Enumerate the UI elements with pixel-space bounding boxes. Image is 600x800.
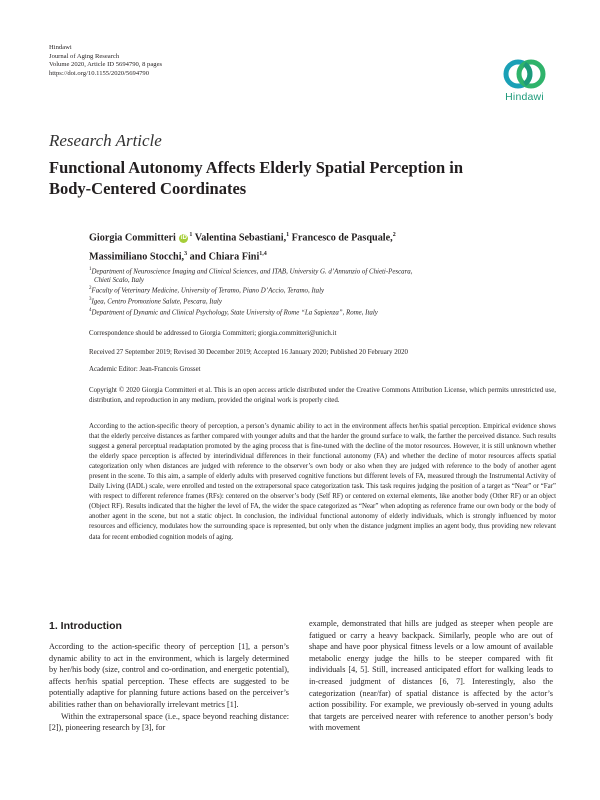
copyright-notice: Copyright © 2020 Giorgia Committeri et al. This is an open access article distributed under the Creative Commons Attribution License, which permits unrestricted use, distribution, and reproduction in any medium, provided the original work is properly cited. (89, 387, 556, 404)
affiliation-sup: 3 (89, 296, 92, 302)
paper-title (49, 157, 569, 199)
affiliation (89, 307, 559, 318)
author-name[interactable]: Massimiliano Stocchi, (89, 251, 185, 263)
title-line-2: Body-Centered Coordinates (49, 179, 247, 198)
author-name[interactable]: and Chiara Fini (189, 251, 260, 263)
volume-line: Volume 2020, Article ID 5694790, 8 pages (49, 61, 163, 69)
affiliation-text: Chieti Scalo, Italy (94, 276, 144, 284)
affiliation-sup: 4 (89, 307, 92, 313)
author-name[interactable]: Francesco de Pasquale, (291, 232, 393, 244)
author-affil-sup: 1 (286, 232, 290, 238)
academic-editor: Academic Editor: Jean-Francois Grosset (89, 366, 201, 373)
paragraph: Within the extrapersonal space (i.e., space beyond reaching distance: [2]), pioneering research by [3], for (49, 711, 289, 733)
body-column-left (49, 641, 289, 734)
paragraph: According to the action-specific theory of perception [1], a person’s dynamic ability to act in the environment, which is largely determined by her/his body (size, control and co-ordination, and energetic potential), affects her/his spatial perception. These effects are suggested to be potentially adaptive for planning future actions based on the perceiver’s abilities rather than on behaviorally irrelevant metrics [1]. (49, 642, 289, 709)
affiliation-text: Department of Dynamic and Clinical Psychology, State University of Rome “La Sapienza”, Rome, Italy (91, 308, 378, 316)
affiliations (89, 266, 559, 317)
affiliation-text: Faculty of Veterinary Medicine, University of Teramo, Piano D’Accio, Teramo, Italy (91, 287, 325, 295)
logo-wordmark: Hindawi (505, 91, 544, 103)
abstract: According to the action-specific theory of perception, a person’s dynamic ability to act in the environment affects her/his spatial perception. Empirical evidence shows that the elderly perceive distances as farther compared with younger adults and that the harder the ground surface to walk, the farther the perceived distance. Such results suggest a general perceptual readaptation promoted by the aging process that is fine-tuned with the decline of the motor resources. However, it is still unknown whether the elderly space perception is affected by interindividual differences in their functional autonomy (FA) and whether the decline of motor resources affects spatial categorization only when distances are judged with reference to the observer’s own body or also when they are judged with reference to the body of another agent present in the scene. To this aim, a sample of elderly adults with preserved cognitive functions but different levels of FA, measured through the Instrumental Activity of Daily Living (IADL) scale, were enrolled and tested on the extrapersonal space categorization task. This task requires judging the position of a target as “Near” or “Far” with respect to different reference frames (RFs): centered on the observer’s body (Self RF) or centered on external elements, like another body (Other RF) or an object (Object RF). Results indicated that the higher the level of FA, the wider the space categorized as “Near” when adopting as reference frame our own body or the body of another agent in the scene, but not a static object. In conclusion, the individual functional autonomy of elderly individuals, which is strongly influenced by motor resources and efficiency, modulates how the surrounding space is represented, but only when the distance judgment implies an agent body, thus providing new relevant data for recent embodied cognition models of aging. (89, 423, 556, 541)
paragraph: example, demonstrated that hills are judged as steeper when people are fatigued or carry a heavy backpack. Similarly, people who are out of shape and have poor physical fitness levels or a low amount of available metabolic energy judge the hills to be steeper compared with fit individuals [4, 5]. Still, increased anticipated effort for walking leads to in-creased judgment of distances [6, 7]. Interestingly, also the categorization (near/far) of spatial distance is affected by the actor’s action possibility. For example, we previously ob-served in young adults that targets are perceived nearer with reference to another person’s body with movement (309, 619, 553, 733)
affiliation-text: Igea, Centro Promozione Salute, Pescara, Italy (91, 298, 222, 306)
article-type: Research Article (49, 131, 162, 150)
title-line-1: Functional Autonomy Affects Elderly Spatial Perception in (49, 158, 464, 177)
affiliation (89, 277, 559, 285)
affiliation-sup: 1 (89, 267, 92, 272)
author-name[interactable]: Valentina Sebastiani, (194, 232, 287, 244)
journal-meta (49, 44, 162, 78)
author-list (89, 227, 559, 266)
author-line-1 (89, 227, 559, 246)
affiliation-text: Department of Neuroscience Imaging and Clinical Sciences, and ITAB, University G. d’Annunzio of Chieti-Pescara, (91, 268, 413, 276)
correspondence-line: Correspondence should be addressed to Giorgia Committeri; giorgia.committeri@unich.it (89, 330, 337, 337)
author-affil-sup: 1 (189, 232, 193, 238)
journal-name: Journal of Aging Research (49, 52, 120, 60)
orcid-icon[interactable]: iD (180, 235, 187, 242)
section-heading: 1. Introduction (49, 620, 122, 632)
author-name[interactable]: Giorgia Committeri (89, 232, 176, 244)
doi-link[interactable]: https://doi.org/10.1155/2020/5694790 (49, 69, 150, 77)
affiliation-sup: 2 (89, 286, 92, 292)
author-line-2 (89, 246, 559, 265)
author-affil-sup: 3 (184, 251, 188, 258)
affiliation (89, 296, 559, 307)
dates-line: Received 27 September 2019; Revised 30 December 2019; Accepted 16 January 2020; Published 20 February 2020 (89, 349, 409, 356)
author-affil-sup: 2 (392, 232, 396, 238)
affiliation (89, 266, 559, 277)
author-affil-sup: 1,4 (259, 251, 267, 258)
affiliation (89, 285, 559, 296)
body-column-right (309, 618, 553, 734)
publisher-name: Hindawi (49, 44, 72, 51)
